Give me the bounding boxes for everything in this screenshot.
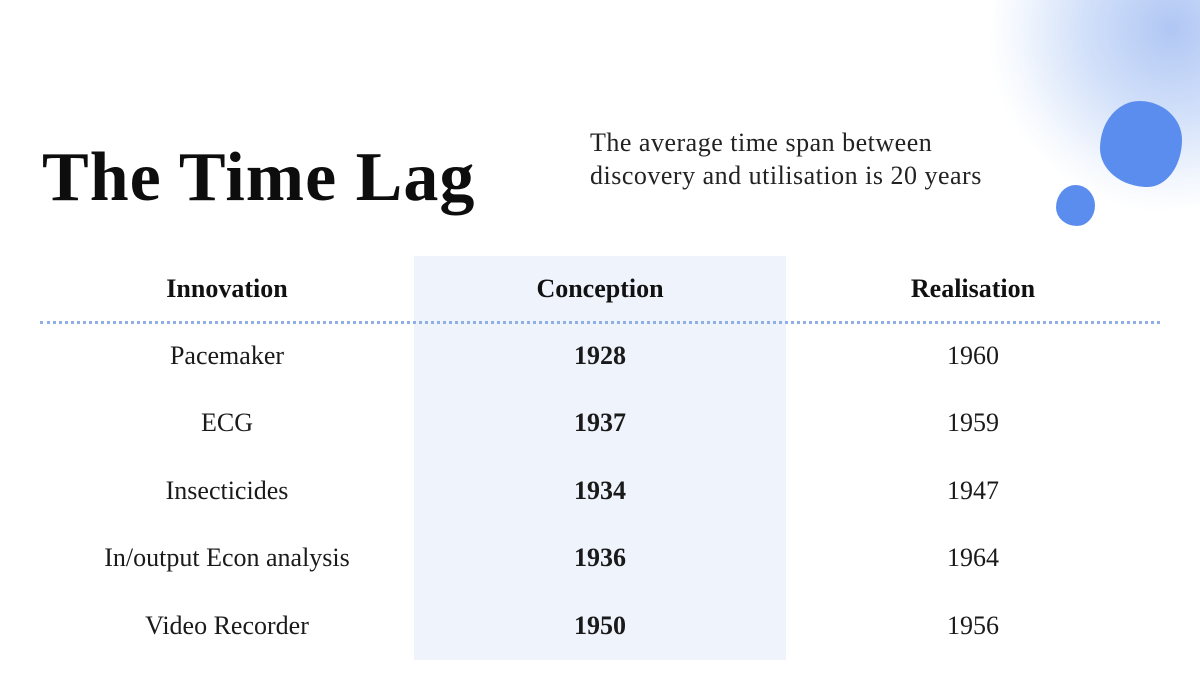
table-row xyxy=(0,403,1200,443)
realisation-cell: 1960 xyxy=(947,341,999,370)
decorative-glow xyxy=(990,0,1200,210)
innovation-cell: ECG xyxy=(201,408,253,437)
table-row xyxy=(0,538,1200,578)
conception-cell: 1928 xyxy=(574,341,626,370)
table-row xyxy=(0,336,1200,376)
decorative-blob-small xyxy=(1056,185,1095,226)
innovation-cell: Video Recorder xyxy=(145,611,309,640)
slide-subtitle: The average time span between discovery and utilisation is 20 years xyxy=(590,128,982,190)
header-realisation: Realisation xyxy=(910,274,1036,303)
innovation-cell: Pacemaker xyxy=(169,341,285,370)
table-row xyxy=(0,471,1200,511)
innovation-cell: Insecticides xyxy=(165,476,289,505)
realisation-cell: 1947 xyxy=(947,476,999,505)
conception-cell: 1936 xyxy=(574,543,626,572)
header-divider xyxy=(40,321,1160,324)
realisation-cell: 1959 xyxy=(947,408,999,437)
conception-column-highlight xyxy=(414,256,786,660)
innovation-cell: In/output Econ analysis xyxy=(104,543,350,572)
decorative-blob-large xyxy=(1100,101,1182,187)
table-row xyxy=(0,606,1200,646)
conception-cell: 1950 xyxy=(574,611,626,640)
header-innovation: Innovation xyxy=(166,274,288,303)
conception-cell: 1934 xyxy=(574,476,626,505)
realisation-cell: 1964 xyxy=(947,543,999,572)
realisation-cell: 1956 xyxy=(947,611,999,640)
conception-cell: 1937 xyxy=(574,408,626,437)
table-header-row xyxy=(0,269,1200,309)
header-conception: Conception xyxy=(536,274,664,303)
slide-title: The Time Lag xyxy=(42,139,476,216)
